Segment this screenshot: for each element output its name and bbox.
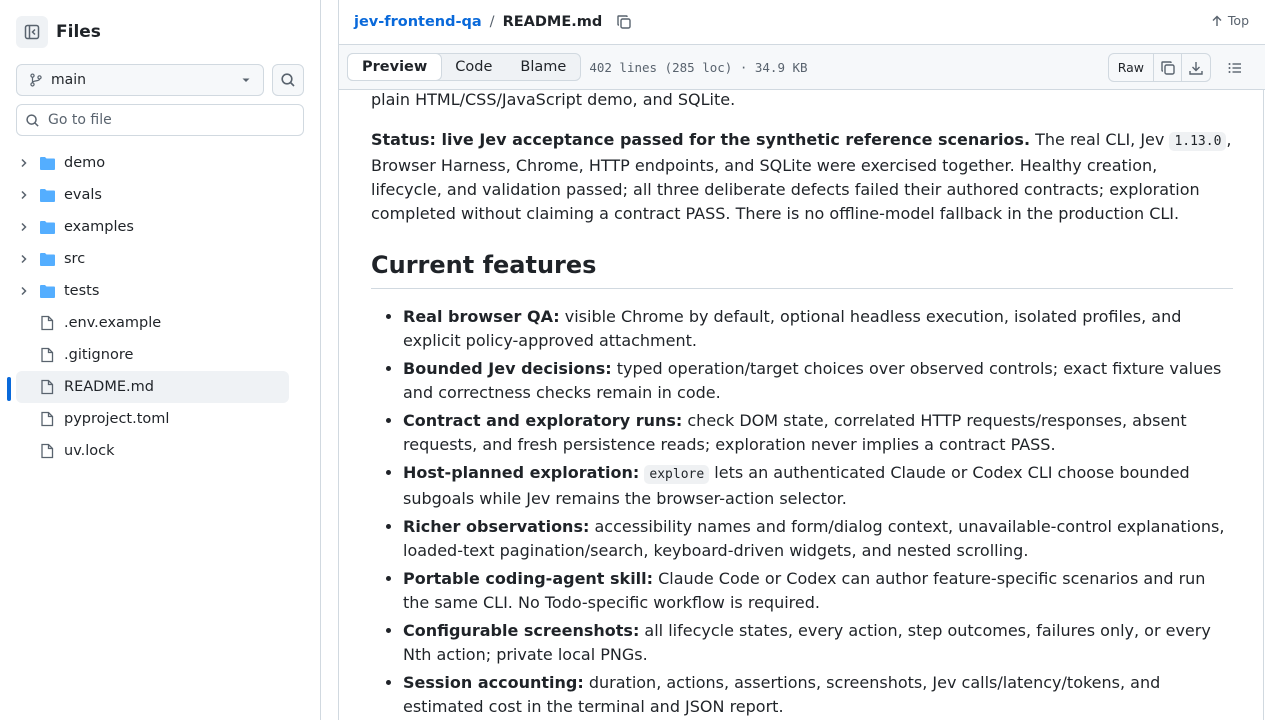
download-raw-button[interactable]: [1182, 54, 1210, 81]
tree-item-gitignore[interactable]: [16, 339, 289, 371]
search-icon: [25, 113, 40, 128]
feature-title: Contract and exploratory runs:: [403, 411, 683, 430]
tab-preview[interactable]: Preview: [347, 53, 442, 81]
feature-text: accessibility names and form/dialog context, unavailable-control explanations, loaded-text pagination/search, keyboard-driven widgets, and nested scrolling.: [403, 517, 1225, 560]
file-actions: [1108, 53, 1249, 82]
tree-item-src[interactable]: [16, 243, 289, 275]
feature-text: duration, actions, assertions, screenshots, Jev calls/latency/tokens, and estimated cost in the terminal and JSON report.: [403, 673, 1161, 716]
features-list: [371, 305, 1233, 719]
copy-raw-button[interactable]: [1154, 54, 1182, 81]
view-mode-tabs: [347, 53, 581, 81]
file-sidebar: [0, 0, 321, 720]
tree-item-label: uv.lock: [64, 443, 115, 459]
search-icon: [280, 72, 296, 88]
tree-item-env-example[interactable]: [16, 307, 289, 339]
git-branch-icon: [29, 73, 43, 87]
status-text-a: The real CLI, Jev: [1030, 130, 1170, 149]
tree-item-uv-lock[interactable]: [16, 435, 289, 467]
intro-paragraph-tail: plain HTML/CSS/JavaScript demo, and SQLite.: [371, 90, 736, 109]
back-to-top-button[interactable]: [1211, 13, 1249, 28]
feature-title: Configurable screenshots:: [403, 621, 640, 640]
tree-item-label: src: [64, 251, 86, 267]
feature-title: Bounded Jev decisions:: [403, 359, 612, 378]
branch-selector[interactable]: [16, 64, 264, 96]
list-item: [403, 515, 1233, 563]
list-item: [403, 567, 1233, 615]
selected-indicator: [7, 377, 11, 401]
tree-item-evals[interactable]: [16, 179, 289, 211]
list-unordered-icon: [1227, 60, 1243, 76]
chevron-right-icon[interactable]: [16, 189, 32, 201]
feature-text: lets an authenticated Claude or Codex CLI choose bounded subgoals while Jev remains the browser-action selector.: [403, 463, 1190, 508]
copy-path-button[interactable]: [616, 14, 632, 30]
list-item: [403, 461, 1233, 511]
features-heading: Current features: [371, 250, 1233, 289]
tree-item-label: examples: [64, 219, 134, 235]
chevron-right-icon[interactable]: [16, 285, 32, 297]
readme-content: [339, 90, 1265, 720]
go-to-file-input[interactable]: [48, 112, 288, 128]
file-icon: [38, 315, 56, 331]
chevron-right-icon[interactable]: [16, 221, 32, 233]
outline-button[interactable]: [1221, 53, 1249, 82]
copy-icon: [1160, 60, 1176, 76]
raw-button[interactable]: Raw: [1109, 54, 1154, 81]
sidebar-title: Files: [56, 22, 101, 42]
download-icon: [1188, 60, 1204, 76]
file-icon: [38, 347, 56, 363]
file-icon: [38, 411, 56, 427]
folder-icon: [38, 284, 56, 299]
chevron-right-icon[interactable]: [16, 253, 32, 265]
branch-name: main: [51, 72, 86, 88]
list-item: [403, 305, 1233, 353]
status-paragraph: [371, 128, 1233, 226]
tab-blame[interactable]: Blame: [520, 59, 567, 75]
arrow-up-icon: [1211, 15, 1223, 27]
tree-item-label: pyproject.toml: [64, 411, 170, 427]
tree-item-label: .env.example: [64, 315, 162, 331]
go-to-file-box[interactable]: [16, 104, 304, 136]
top-label: Top: [1227, 13, 1249, 28]
tree-item-label: demo: [64, 155, 106, 171]
file-view: [338, 0, 1264, 720]
file-tree: [16, 147, 289, 467]
folder-icon: [38, 252, 56, 267]
current-file-name: README.md: [502, 14, 603, 30]
list-item: [403, 409, 1233, 457]
tab-code[interactable]: Code: [455, 59, 493, 75]
status-text-b: , Browser Harness, Chrome, HTTP endpoints, and SQLite were exercised together. Healthy creation, lifecycle, and validation passed; all three deliberate defects failed their authored contracts; exploration completed without claiming a contract PASS. There is no offline-model fallback in the production CLI.: [371, 130, 1232, 223]
file-icon: [38, 443, 56, 459]
version-code: 1.13.0: [1169, 132, 1226, 151]
feature-text: all lifecycle states, every action, step outcomes, failures only, or every Nth action; private local PNGs.: [403, 621, 1211, 664]
folder-icon: [38, 220, 56, 235]
tree-item-label: evals: [64, 187, 102, 203]
chevron-right-icon[interactable]: [16, 157, 32, 169]
feature-title: Portable coding-agent skill:: [403, 569, 654, 588]
repo-link[interactable]: jev-frontend-qa: [354, 14, 482, 30]
folder-icon: [38, 188, 56, 203]
sidebar-collapse-icon: [24, 24, 40, 40]
tree-item-examples[interactable]: [16, 211, 289, 243]
sidebar-header: [16, 16, 101, 48]
caret-down-icon: [241, 75, 251, 85]
feature-title: Richer observations:: [403, 517, 590, 536]
tree-item-pyproject[interactable]: [16, 403, 289, 435]
copy-icon: [616, 14, 632, 30]
folder-icon: [38, 156, 56, 171]
search-files-button[interactable]: [272, 64, 304, 96]
tree-item-label: tests: [64, 283, 100, 299]
breadcrumb: [339, 0, 1265, 45]
tree-item-demo[interactable]: [16, 147, 289, 179]
feature-text: check DOM state, correlated HTTP requests/responses, absent requests, and fresh persistence reads; exploration never implies a contract PASS.: [403, 411, 1187, 454]
tree-item-label: README.md: [64, 379, 154, 395]
tree-item-tests[interactable]: [16, 275, 289, 307]
feature-title: Host-planned exploration:: [403, 463, 640, 482]
list-item: [403, 357, 1233, 405]
file-toolbar: [339, 45, 1265, 90]
list-item: [403, 619, 1233, 667]
tree-item-label: .gitignore: [64, 347, 134, 363]
list-item: [403, 671, 1233, 719]
explore-code: explore: [644, 465, 709, 484]
file-icon: [38, 379, 56, 395]
feature-title: Real browser QA:: [403, 307, 560, 326]
feature-text: visible Chrome by default, optional headless execution, isolated profiles, and explicit policy-approved attachment.: [403, 307, 1182, 350]
breadcrumb-separator: /: [489, 14, 495, 30]
status-bold: Status: live Jev acceptance passed for the synthetic reference scenarios.: [371, 130, 1031, 149]
feature-text: Claude Code or Codex can author feature-specific scenarios and run the same CLI. No Todo-specific workflow is required.: [403, 569, 1206, 612]
feature-title: Session accounting:: [403, 673, 584, 692]
feature-text: typed operation/target choices over observed controls; exact fixture values and correctness checks remain in code.: [403, 359, 1222, 402]
markdown-body: [371, 90, 1233, 720]
collapse-sidebar-button[interactable]: [16, 16, 48, 48]
tree-item-readme[interactable]: [16, 371, 289, 403]
file-meta: 402 lines (285 loc) · 34.9 KB: [589, 59, 808, 75]
raw-actions-group: [1108, 53, 1211, 82]
